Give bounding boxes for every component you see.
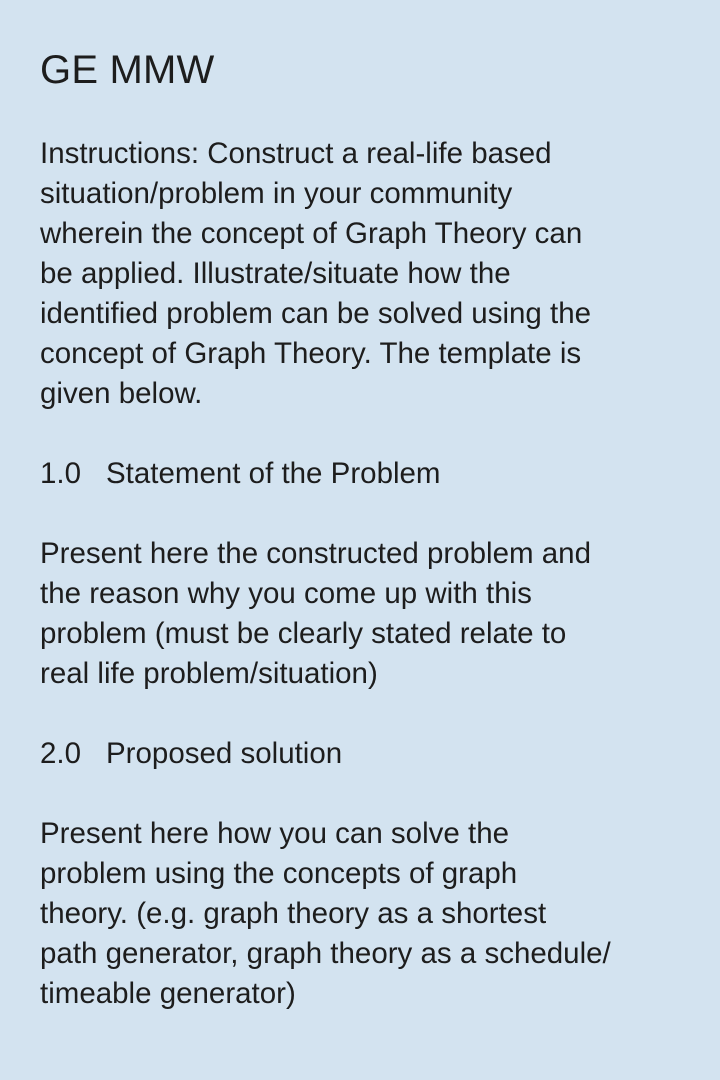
section-heading-1: [40, 454, 680, 494]
section-title: Statement of the Problem: [106, 457, 441, 490]
section-body-2: Present here how you can solve the problem using the concepts of graph theory. (e.g. graph theory as a shortest path generator, graph theory as a schedule/ timeable generator): [40, 817, 611, 1010]
section-number: 2.0: [40, 737, 82, 770]
section-title: Proposed solution: [106, 737, 343, 770]
instructions-text: Instructions: Construct a real-life based situation/problem in your community wherein the concept of Graph Theory can be applied. Illustrate/situate how the identified problem can be solved using the concept of Graph Theory. The template is given below.: [40, 137, 592, 410]
section-heading-2: [40, 734, 680, 774]
section-body-1: Present here the constructed problem and the reason why you come up with this problem (must be clearly stated relate to real life problem/situation): [40, 537, 591, 690]
document-title: GE MMW: [40, 48, 215, 92]
section-number: 1.0: [40, 457, 82, 490]
